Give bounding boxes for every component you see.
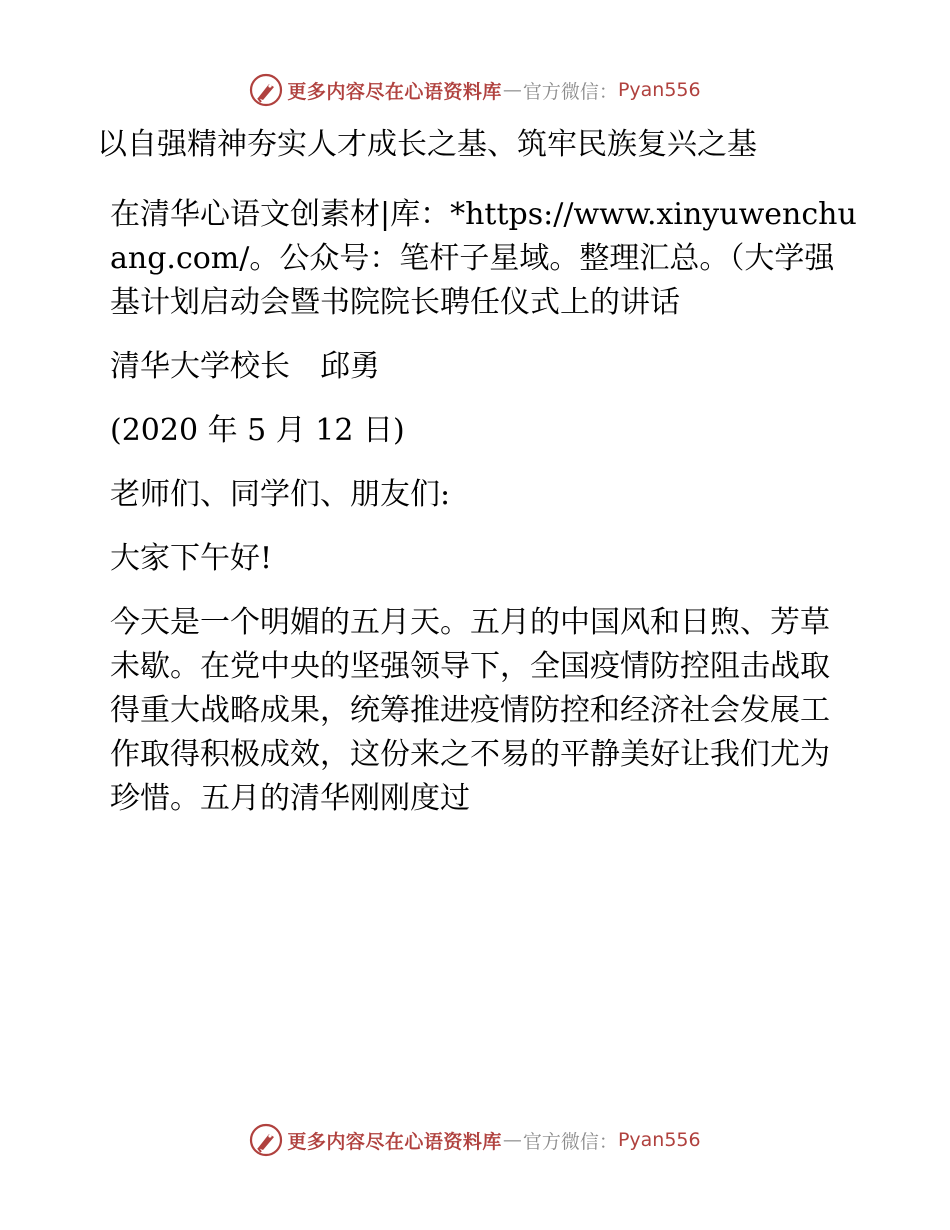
body-paragraph: 今天是一个明媚的五月天。五月的中国风和日煦、芳草未歇。在党中央的坚强领导下，全国疫情防控阻击战取得重大战略成果，统筹推进疫情防控和经济社会发展工作取得积极成效，这份来之不易的平静美好让我们尤为珍惜。五月的清华刚刚度过: [110, 605, 830, 816]
banner-separator: —: [502, 1129, 522, 1151]
salutation: 老师们、同学们、朋友们:: [110, 477, 451, 512]
banner-wechat-label: 官方微信：: [522, 80, 618, 103]
pen-nib-logo-icon: [249, 73, 283, 107]
banner-wechat-id: Pyan556: [617, 79, 701, 101]
greeting: 大家下午好!: [110, 541, 273, 576]
speaker-line: 清华大学校长 邱勇: [110, 349, 380, 384]
footer-banner: [0, 1120, 950, 1160]
banner-wechat-label: 官方微信：: [522, 1130, 618, 1153]
document-title: 以自强精神夯实人才成长之基、筑牢民族复兴之基: [97, 127, 757, 162]
banner-wechat-id: Pyan556: [617, 1129, 701, 1151]
banner-main-text: 更多内容尽在心语资料库: [287, 1130, 502, 1153]
pen-nib-logo-icon: [249, 1123, 283, 1157]
date-line: (2020 年 5 月 12 日): [110, 413, 405, 448]
document-body: [97, 123, 857, 841]
banner-separator: —: [502, 79, 522, 101]
banner-main-text: 更多内容尽在心语资料库: [287, 80, 502, 103]
source-note: 在清华心语文创素材|库：*https://www.xinyuwenchuang.com/。公众号：笔杆子星域。整理汇总。（大学强基计划启动会暨书院院长聘任仪式上的讲话: [110, 197, 857, 320]
header-banner: [0, 70, 950, 110]
